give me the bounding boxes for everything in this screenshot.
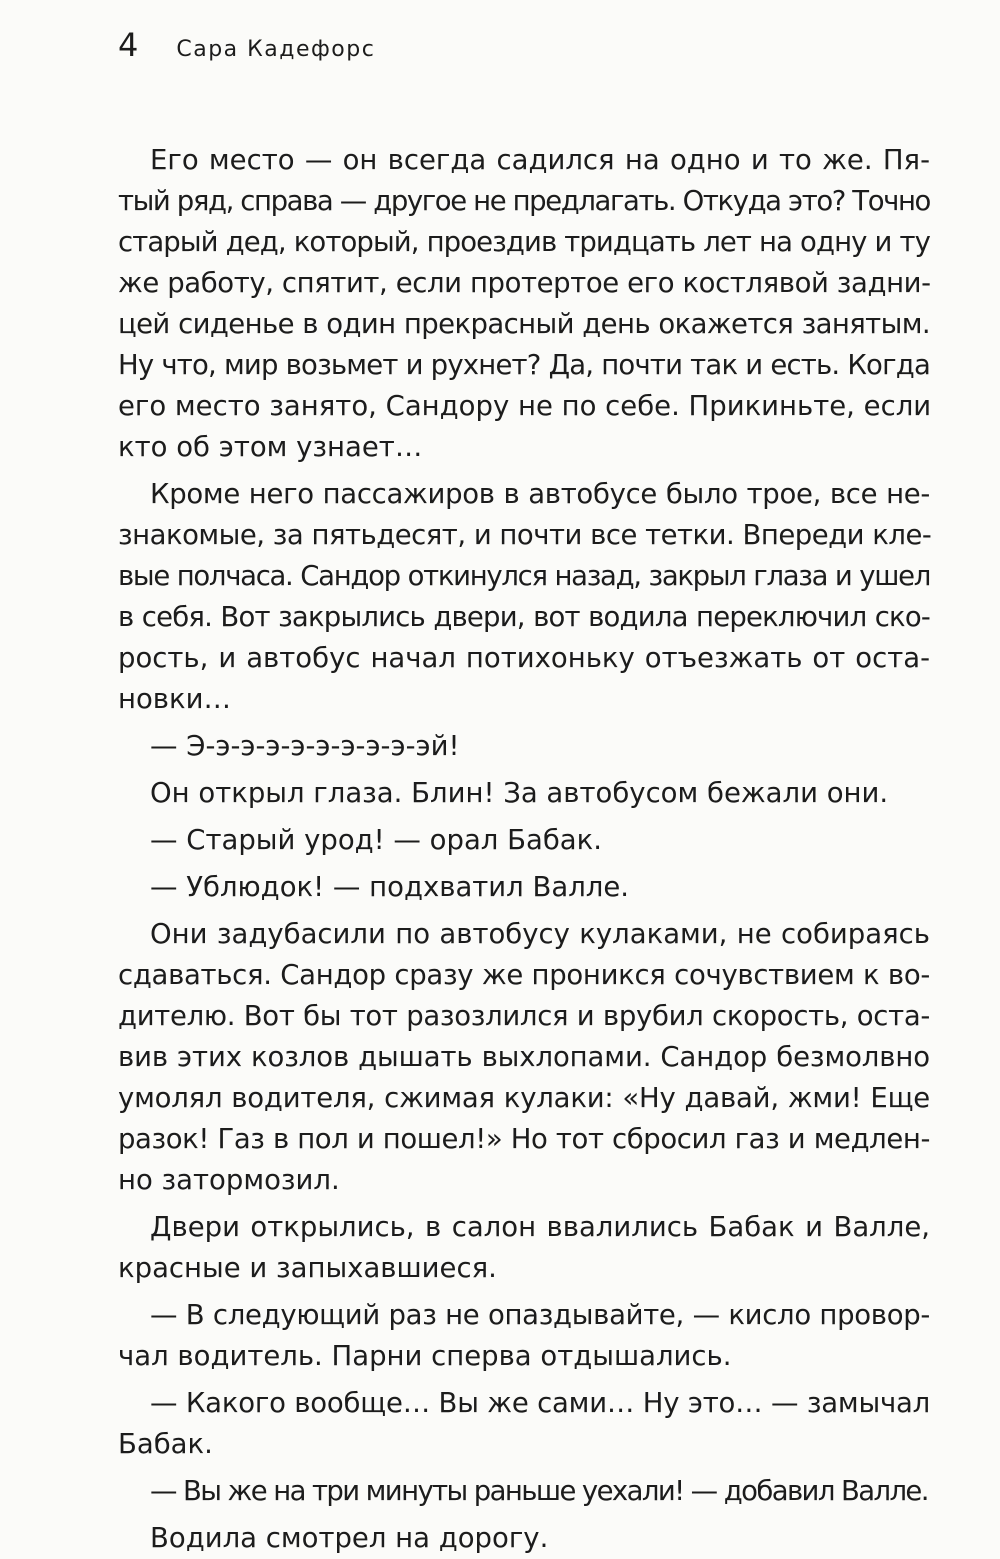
text-line: сдаваться. Сандор сразу же проникся сочувствием к во-	[118, 959, 930, 991]
text-line: тый ряд, справа — другое не предлагать. Откуда это? Точно	[118, 185, 930, 217]
text-line: Бабак.	[118, 1428, 213, 1460]
text-line: Он открыл глаза. Блин! За автобусом бежали они.	[150, 777, 889, 809]
text-line: вив этих козлов дышать выхлопами. Сандор безмолвно	[118, 1041, 930, 1073]
text-line: же работу, спятит, если протертое его костлявой задни-	[118, 267, 931, 299]
text-line: Они задубасили по автобусу кулаками, не собираясь	[150, 918, 930, 950]
body-text	[118, 140, 930, 1559]
text-line: цей сиденье в один прекрасный день окажется занятым.	[118, 308, 930, 340]
text-line: старый дед, который, проездив тридцать лет на одну и ту	[118, 226, 930, 258]
text-line: кто об этом узнает…	[118, 431, 423, 463]
text-line: — Ублюдок! — подхватил Валле.	[150, 871, 630, 903]
text-line: разок! Газ в пол и пошел!» Но тот сбросил газ и медлен-	[118, 1123, 930, 1155]
text-line: умолял водителя, сжимая кулаки: «Ну давай, жми! Еще	[118, 1082, 930, 1114]
text-line: Водила смотрел на дорогу.	[150, 1522, 549, 1554]
text-line: Ну что, мир возьмет и рухнет? Да, почти так и есть. Когда	[118, 349, 930, 381]
page-number: 4	[118, 26, 139, 64]
text-line: — Э-э-э-э-э-э-э-э-э-эй!	[150, 730, 460, 762]
author-name: Сара Кадефорс	[176, 37, 376, 62]
running-header	[118, 26, 375, 70]
text-line: Его место — он всегда садился на одно и то же. Пя-	[150, 144, 930, 176]
text-line: — Какого вообще… Вы же сами… Ну это… — замычал	[150, 1387, 931, 1419]
text-line: знакомые, за пятьдесят, и почти все тетки. Впереди кле-	[118, 519, 932, 551]
text-line: — Вы же на три минуты раньше уехали! — добавил Валле.	[150, 1475, 928, 1507]
text-line: дителю. Вот бы тот разозлился и врубил скорость, оста-	[118, 1000, 930, 1032]
text-line: — В следующий раз не опаздывайте, — кисло провор-	[150, 1299, 930, 1331]
text-line: рость, и автобус начал потихоньку отъезжать от оста-	[118, 642, 930, 674]
text-line: красные и запыхавшиеся.	[118, 1252, 497, 1284]
text-line: чал водитель. Парни сперва отдышались.	[118, 1340, 732, 1372]
text-line: в себя. Вот закрылись двери, вот водила переключил ско-	[118, 601, 930, 633]
text-line: его место занято, Сандору не по себе. Прикиньте, если	[118, 390, 932, 422]
text-line: вые полчаса. Сандор откинулся назад, закрыл глаза и ушел	[118, 560, 930, 592]
text-line: Двери открылись, в салон ввалились Бабак и Валле,	[150, 1211, 930, 1243]
text-line: Кроме него пассажиров в автобусе было трое, все не-	[150, 478, 930, 510]
text-line: — Старый урод! — орал Бабак.	[150, 824, 603, 856]
text-line: но затормозил.	[118, 1164, 340, 1196]
text-line: новки…	[118, 683, 231, 715]
